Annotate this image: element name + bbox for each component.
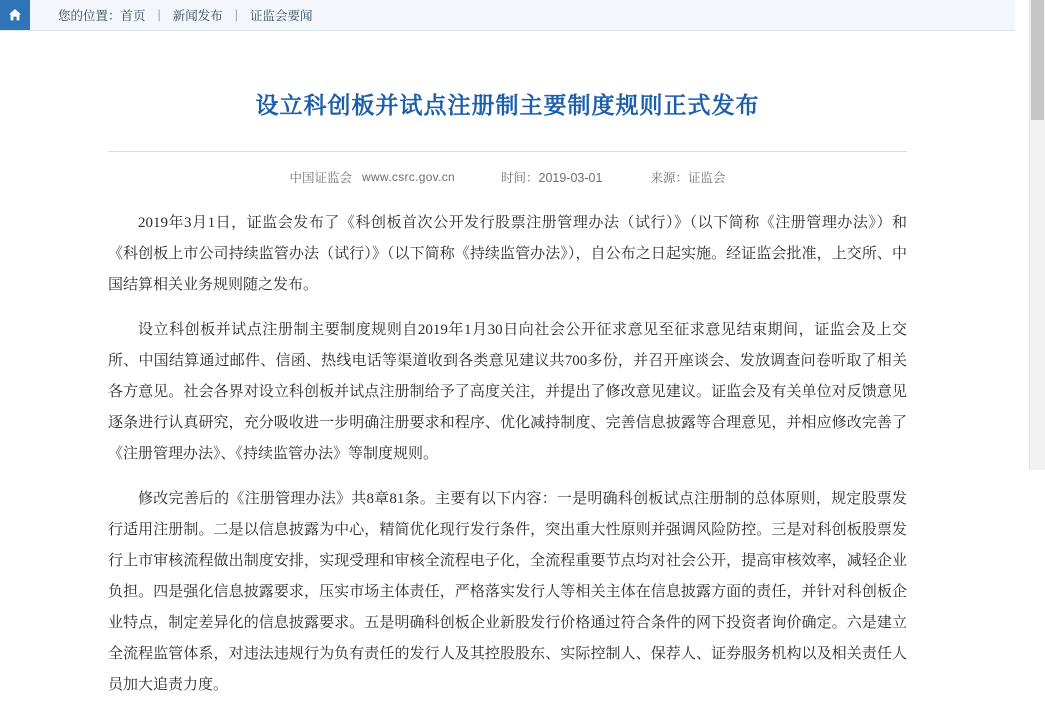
breadcrumb-label: 您的位置：: [58, 9, 121, 23]
article-meta: [108, 168, 907, 186]
article-paragraph: 修改完善后的《注册管理办法》共8章81条。主要有以下内容：一是明确科创板试点注册制的总体原则，规定股票发行适用注册制。二是以信息披露为中心，精简优化现行发行条件，突出重大性原则并强调风险防控。三是对科创板股票发行上市审核流程做出制度安排，实现受理和审核全流程电子化，全流程重要节点均对社会公开，提高审核效率，减轻企业负担。四是强化信息披露要求，压实市场主体责任，严格落实发行人等相关主体在信息披露方面的责任，并针对科创板企业特点，制定差异化的信息披露要求。五是明确科创板企业新股发行价格通过符合条件的网下投资者询价确定。六是建立全流程监管体系，对违法违规行为负有责任的发行人及其控股股东、实际控制人、保荐人、证券服务机构以及相关责任人员加大追责力度。: [108, 490, 907, 693]
meta-from: 来源：证监会: [650, 170, 726, 185]
page-title: 设立科创板并试点注册制主要制度规则正式发布: [255, 92, 760, 118]
breadcrumb-item-csrc-news[interactable]: 证监会要闻: [250, 9, 313, 23]
home-button[interactable]: [0, 0, 30, 30]
meta-source-name: 中国证监会: [289, 170, 353, 185]
breadcrumb-separator: [235, 8, 238, 22]
breadcrumb-item-news[interactable]: 新闻发布: [172, 9, 223, 23]
vertical-scrollbar[interactable]: [1029, 0, 1045, 470]
breadcrumb-separator: [158, 8, 161, 22]
article-body: [108, 208, 907, 701]
title-divider: [108, 151, 907, 152]
home-icon: [7, 7, 23, 23]
breadcrumb-item-home[interactable]: 首页: [120, 9, 146, 23]
article-paragraph: 2019年3月1日，证监会发布了《科创板首次公开发行股票注册管理办法（试行）》（以下简称《注册管理办法》）和《科创板上市公司持续监管办法（试行）》（以下简称《持续监管办法》），自公布之日起实施。经证监会批准，上交所、中国结算相关业务规则随之发布。: [108, 214, 907, 293]
scrollbar-thumb[interactable]: [1031, 0, 1044, 120]
breadcrumb: [0, 0, 1015, 31]
meta-time: 时间：2019-03-01: [501, 170, 603, 185]
meta-site-url: www.csrc.gov.cn: [362, 169, 455, 184]
article: [0, 91, 1015, 701]
article-paragraph: 设立科创板并试点注册制主要制度规则自2019年1月30日向社会公开征求意见至征求意见结束期间，证监会及上交所、中国结算通过邮件、信函、热线电话等渠道收到各类意见建议共700多份，并召开座谈会、发放调查问卷听取了相关各方意见。社会各界对设立科创板并试点注册制给予了高度关注，并提出了修改意见建议。证监会及有关单位对反馈意见逐条进行认真研究，充分吸收进一步明确注册要求和程序、优化减持制度、完善信息披露等合理意见，并相应修改完善了《注册管理办法》、《持续监管办法》等制度规则。: [108, 321, 907, 462]
breadcrumb-trail: [30, 6, 313, 24]
